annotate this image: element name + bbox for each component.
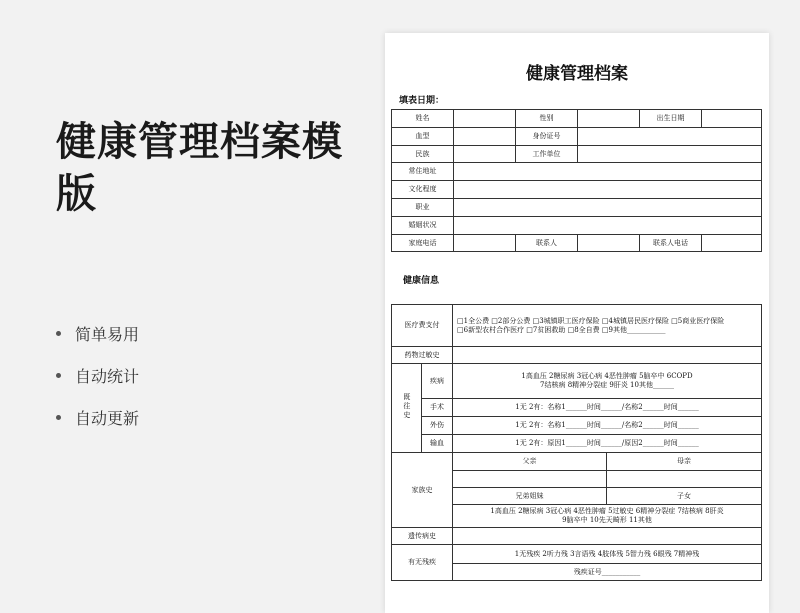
siblings-label: 兄弟姐妹 [453, 488, 607, 505]
id-field[interactable] [578, 127, 762, 145]
allergy-label: 药物过敏史 [392, 347, 453, 364]
promo-title: 健康管理档案模版 [56, 119, 343, 217]
genetic-field[interactable] [453, 528, 762, 545]
bullet-icon [56, 373, 61, 378]
basic-info-table [391, 109, 762, 252]
trauma-label: 外伤 [422, 417, 453, 435]
home-phone-label: 家庭电话 [392, 234, 454, 252]
disability-options[interactable]: 1无残疾 2听力残 3言语残 4肢体残 5智力残 6眼残 7精神残 [453, 545, 762, 564]
surgery-options[interactable]: 1无 2有：名称1______时间______/名称2______时间______ [453, 399, 762, 417]
disability-cert-field[interactable]: 残疾证号___________ [453, 564, 762, 581]
employer-label: 工作单位 [516, 145, 578, 163]
name-field[interactable] [454, 110, 516, 128]
trauma-options[interactable]: 1无 2有：名称1______时间______/名称2______时间______ [453, 417, 762, 435]
feature-list [56, 312, 139, 438]
past-history-label: 既往史 [392, 364, 422, 453]
address-label: 常住地址 [392, 163, 454, 181]
father-label: 父亲 [453, 453, 607, 471]
ethnicity-label: 民族 [392, 145, 454, 163]
fill-date-label: 填表日期： [399, 96, 445, 106]
feature-item: 自动更新 [56, 396, 139, 438]
genetic-label: 遗传病史 [392, 528, 453, 545]
education-label: 文化程度 [392, 181, 454, 199]
document-title: 健康管理档案 [526, 64, 628, 84]
family-disease-options[interactable]: 1高血压 2糖尿病 3冠心病 4恶性肿瘤 5过敏史 6精神分裂症 7结核病 8肝炎 9脑卒中 10先天畸形 11其他 [453, 505, 762, 528]
bullet-icon [56, 415, 61, 420]
father-field[interactable] [453, 471, 607, 488]
disability-label: 有无残疾 [392, 545, 453, 581]
disease-label: 疾病 [422, 364, 453, 399]
mother-label: 母亲 [607, 453, 762, 471]
health-section-title: 健康信息 [403, 276, 440, 286]
occupation-field[interactable] [454, 198, 762, 216]
mother-field[interactable] [607, 471, 762, 488]
occupation-label: 职业 [392, 198, 454, 216]
contact-phone-field[interactable] [702, 234, 762, 252]
health-info-table [391, 304, 762, 581]
allergy-field[interactable] [453, 347, 762, 364]
transfusion-options[interactable]: 1无 2有：原因1______时间______/原因2______时间______ [453, 435, 762, 453]
family-history-label: 家族史 [392, 453, 453, 528]
marital-label: 婚姻状况 [392, 216, 454, 234]
surgery-label: 手术 [422, 399, 453, 417]
name-label: 姓名 [392, 110, 454, 128]
address-field[interactable] [454, 163, 762, 181]
birth-label: 出生日期 [640, 110, 702, 128]
gender-field[interactable] [578, 110, 640, 128]
id-label: 身份证号 [516, 127, 578, 145]
blood-field[interactable] [454, 127, 516, 145]
ethnicity-field[interactable] [454, 145, 516, 163]
marital-field[interactable] [454, 216, 762, 234]
education-field[interactable] [454, 181, 762, 199]
feature-item: 自动统计 [56, 354, 139, 396]
employer-field[interactable] [578, 145, 762, 163]
contact-field[interactable] [578, 234, 640, 252]
bullet-icon [56, 331, 61, 336]
children-label: 子女 [607, 488, 762, 505]
disease-options[interactable]: 1高血压 2糖尿病 3冠心病 4恶性肿瘤 5脑卒中 6COPD 7结核病 8精神分裂症 9肝炎 10其他______ [453, 364, 762, 399]
blood-label: 血型 [392, 127, 454, 145]
contact-label: 联系人 [516, 234, 578, 252]
birth-field[interactable] [702, 110, 762, 128]
payment-label: 医疗费支付 [392, 305, 453, 347]
payment-options[interactable]: □1全公费 □2部分公费 □3城镇职工医疗保险 □4城镇居民医疗保险 □5商业医疗保险 □6新型农村合作医疗 □7贫困救助 □8全自费 □9其他___________ [453, 305, 762, 347]
transfusion-label: 输血 [422, 435, 453, 453]
feature-item: 简单易用 [56, 312, 139, 354]
home-phone-field[interactable] [454, 234, 516, 252]
gender-label: 性别 [516, 110, 578, 128]
document-sheet [385, 33, 769, 613]
contact-phone-label: 联系人电话 [640, 234, 702, 252]
